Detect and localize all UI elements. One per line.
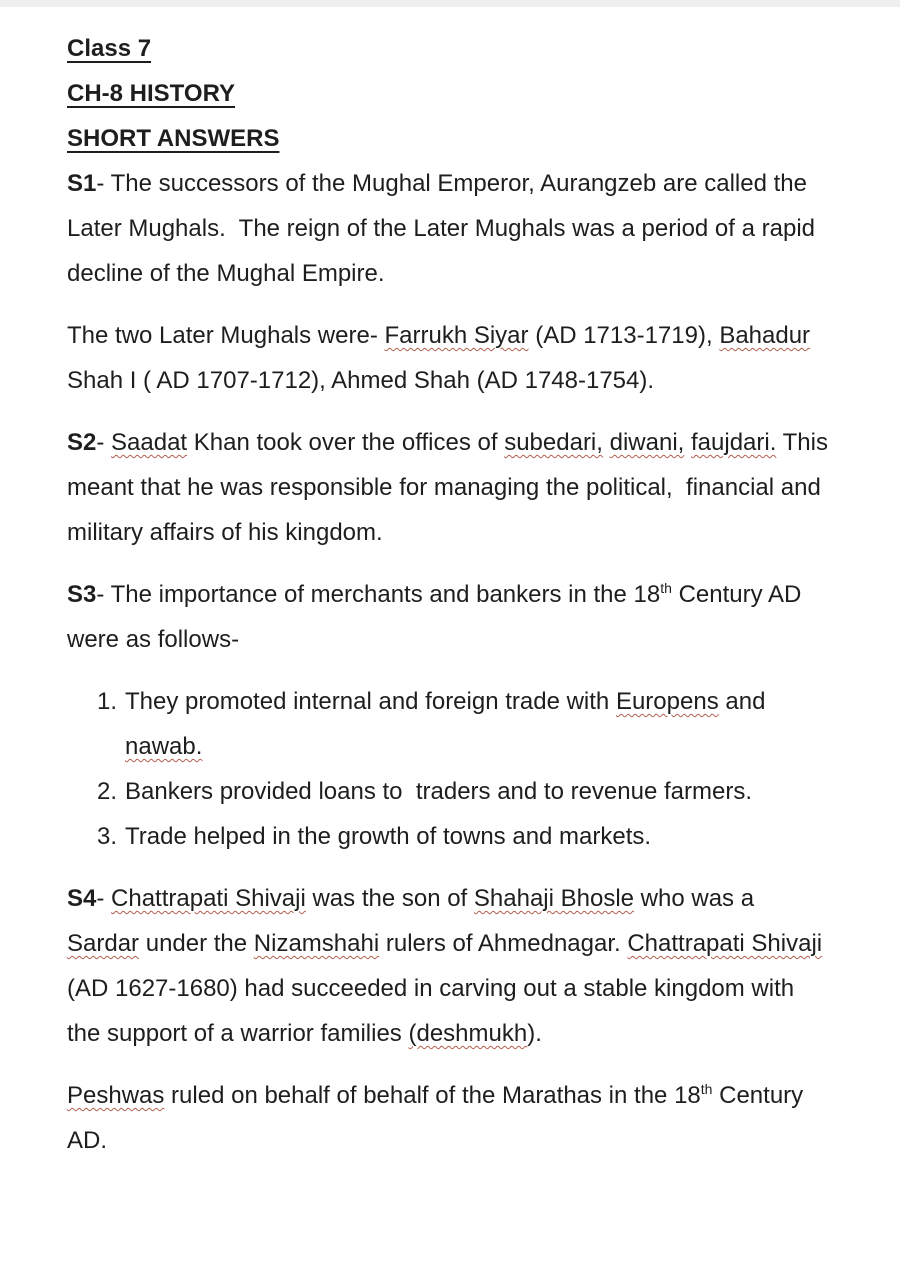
text-run: - The successors of the Mughal Emperor, Aurangzeb are called the Later Mughals. The reign of the Later Mughals was a period of a rapid decline of the Mughal Empire. [67, 170, 822, 287]
paragraph [67, 313, 830, 403]
text-run: (AD 1627-1680) had succeeded in carving out a stable kingdom with the support of a warrior families [67, 930, 829, 1047]
list-item-text [125, 679, 830, 769]
misspelled-word: Chattrapati Shivaji [111, 885, 306, 912]
misspelled-word: Chattrapati Shivaji [627, 930, 823, 957]
document-heading [67, 26, 830, 71]
text-run: Shah I ( AD 1707-1712), Ahmed Shah (AD 1748-1754). [67, 322, 817, 394]
misspelled-word: Saadat [111, 429, 188, 456]
text-run: Century AD. [67, 1082, 809, 1154]
text-run: Khan took over the offices of [187, 429, 505, 456]
text-run: and [718, 688, 773, 715]
paragraph [67, 1073, 830, 1163]
list-number: 2. [97, 778, 118, 805]
list-item-text [125, 769, 830, 814]
text-run: rulers of Ahmednagar. [379, 930, 628, 957]
text-run: They promoted internal and foreign trade with [125, 688, 616, 715]
text-run: Trade helped in the growth of towns and markets. [125, 823, 652, 850]
misspelled-word: nawab. [125, 733, 203, 760]
photo-edge-strip [0, 0, 900, 7]
misspelled-word: Nizamshahi [253, 930, 380, 957]
list-item [97, 679, 830, 769]
text-run: Century AD were as follows- [67, 581, 808, 653]
text-run: Class 7 [67, 35, 152, 62]
text-run: - [96, 429, 112, 456]
ordered-list [67, 679, 830, 859]
text-run: CH-8 HISTORY [67, 80, 236, 107]
list-number: 3. [97, 823, 118, 850]
misspelled-word: Bahadur [719, 322, 811, 349]
text-run: under the [139, 930, 254, 957]
text-run [684, 429, 691, 456]
document-heading [67, 116, 830, 161]
misspelled-word: diwani, [609, 429, 685, 456]
text-run: was the son of [305, 885, 474, 912]
misspelled-word: Europens [615, 688, 719, 715]
misspelled-word: faujdari. [691, 429, 777, 456]
document-body [67, 26, 835, 1163]
paragraph [67, 572, 830, 662]
superscript-run: th [660, 580, 672, 596]
misspelled-word: Farrukh Siyar [384, 322, 529, 349]
text-run: ). [527, 1020, 542, 1047]
paragraph [67, 161, 830, 296]
list-number: 1. [97, 688, 118, 715]
text-run: This meant that he was responsible for managing the political, financial and military affairs of his kingdom. [67, 429, 835, 546]
bold-text-run: S2 [67, 429, 97, 456]
paragraph [67, 420, 835, 555]
list-item [97, 814, 830, 859]
misspelled-word: subedari, [504, 429, 603, 456]
text-run: who was a [634, 885, 761, 912]
text-run: - The importance of merchants and bankers in the 18 [96, 581, 661, 608]
text-run [603, 429, 610, 456]
superscript-run: th [700, 1081, 713, 1097]
bold-text-run: S3 [67, 581, 97, 608]
text-run: (AD 1713-1719), [528, 322, 720, 349]
misspelled-word: Shahaji Bhosle [473, 885, 635, 912]
text-run: Bankers provided loans to traders and to revenue farmers. [125, 778, 752, 805]
list-item [97, 769, 830, 814]
list-item-text [125, 814, 830, 859]
document-heading [67, 71, 830, 116]
misspelled-word: Sardar [67, 930, 140, 957]
misspelled-word: (deshmukh [408, 1020, 528, 1047]
bold-text-run: S4 [67, 885, 97, 912]
paragraph [67, 876, 830, 1056]
text-run: ruled on behalf of behalf of the Marathas in the 18 [164, 1082, 701, 1109]
text-run: SHORT ANSWERS [67, 125, 280, 152]
bold-text-run: S1 [67, 170, 97, 197]
text-run: - [96, 885, 112, 912]
text-run: The two Later Mughals were- [67, 322, 385, 349]
misspelled-word: Peshwas [67, 1082, 165, 1109]
